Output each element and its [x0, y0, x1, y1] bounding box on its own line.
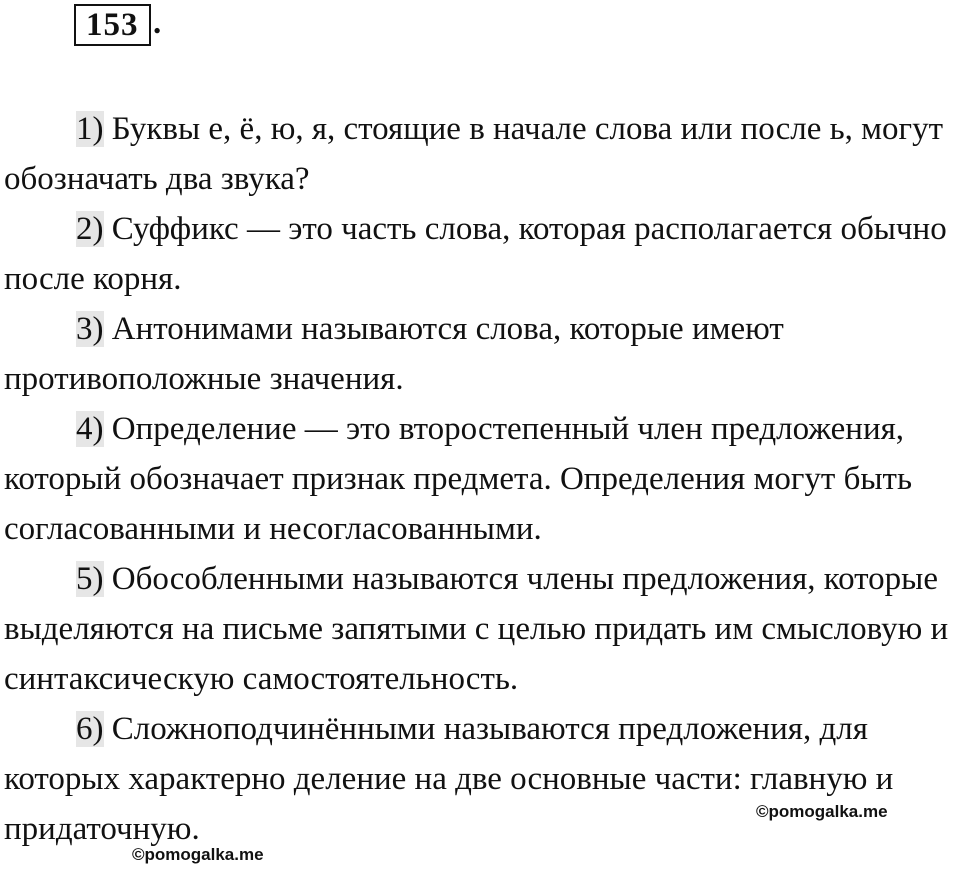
answer-item — [4, 404, 954, 554]
answer-number: 6) — [76, 711, 104, 747]
watermark: ©pomogalka.me — [756, 802, 888, 821]
answer-text: Буквы е, ё, ю, я, стоящие в начале слова или после ь, могут обозначать два звука? — [4, 111, 943, 197]
answer-item — [4, 204, 954, 304]
task-number-box — [74, 4, 151, 46]
answer-item — [4, 704, 954, 854]
answer-text: Суффикс — это часть слова, которая располагается обычно после корня. — [4, 211, 947, 297]
answer-number: 2) — [76, 211, 104, 247]
answers-list — [4, 104, 954, 854]
answer-number: 4) — [76, 411, 104, 447]
task-number-dot: . — [153, 5, 162, 41]
answer-number: 5) — [76, 561, 104, 597]
answer-text: Определение — это второстепенный член предложения, который обозначает признак предмета. Определения могут быть согласованными и несогласованными. — [4, 411, 912, 547]
answer-item — [4, 304, 954, 404]
answer-number: 1) — [76, 111, 104, 147]
task-number: 153 — [86, 7, 139, 43]
answer-item — [4, 104, 954, 204]
answer-item — [4, 554, 954, 704]
answer-text: Антонимами называются слова, которые имеют противоположные значения. — [4, 311, 784, 397]
answer-text: Сложноподчинёнными называются предложения, для которых характерно деление на две основные части: главную и придаточную. — [4, 711, 894, 847]
answer-number: 3) — [76, 311, 104, 347]
answer-text: Обособленными называются члены предложения, которые выделяются на письме запятыми с целью придать им смысловую и синтаксическую самостоятельность. — [4, 561, 949, 697]
watermark: ©pomogalka.me — [132, 845, 264, 864]
